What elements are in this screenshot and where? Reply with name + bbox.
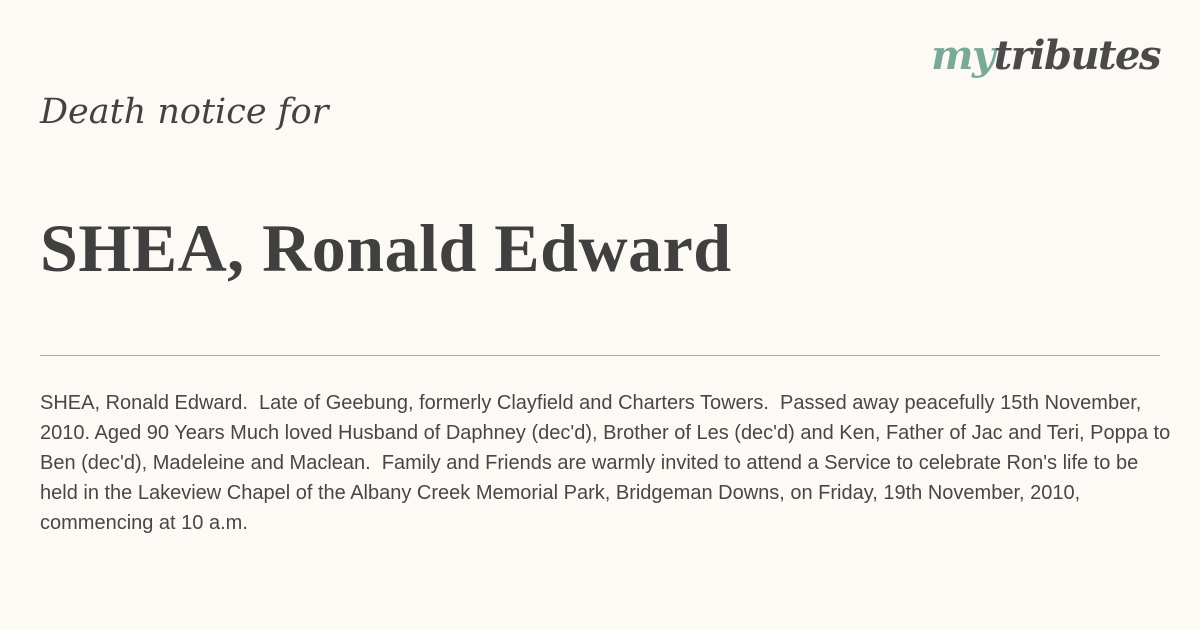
notice-kicker: Death notice for [40,92,329,132]
notice-body: SHEA, Ronald Edward. Late of Geebung, formerly Clayfield and Charters Towers. Passed away peacefully 15th November, 2010. Aged 90 Years Much loved Husband of Daphney (dec'd), Brother of Les (dec'd) and Ken, Father of Jac and Teri, Poppa to Ben (dec'd), Madeleine and Maclean. Family and Friends are warmly invited to attend a Service to celebrate Ron's life to be held in the Lakeview Chapel of the Albany Creek Memorial Park, Bridgeman Downs, on Friday, 19th November, 2010, commencing at 10 a.m. [40,392,1176,534]
logo-tributes: tributes [993,32,1160,79]
mytributes-logo [931,32,1160,79]
divider [40,355,1160,356]
deceased-name: SHEA, Ronald Edward [40,210,732,286]
logo-my: my [931,32,994,79]
